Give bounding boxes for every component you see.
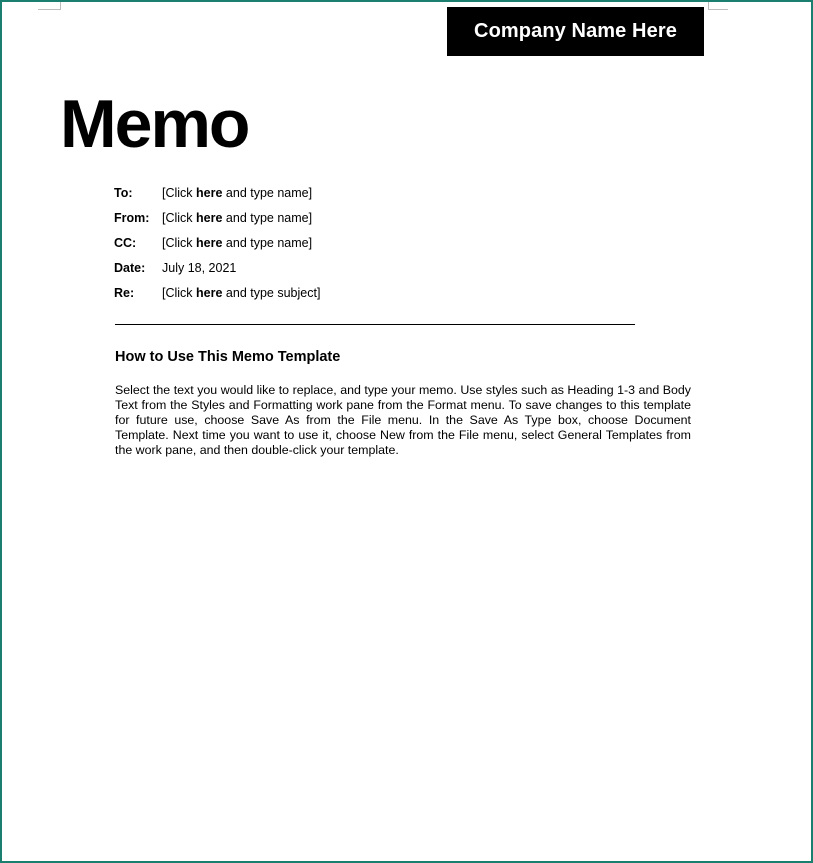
header-divider	[115, 324, 635, 325]
company-name-box[interactable]	[447, 7, 704, 56]
field-value[interactable]: [Click here and type name]	[162, 236, 313, 250]
field-label: CC:	[114, 236, 137, 250]
memo-title: Memo	[60, 86, 249, 162]
field-label: From:	[114, 211, 150, 225]
crop-mark	[38, 9, 60, 10]
field-label: Date:	[114, 261, 146, 275]
field-value[interactable]: July 18, 2021	[162, 261, 237, 275]
field-value[interactable]: [Click here and type name]	[162, 211, 313, 225]
field-label: Re:	[114, 286, 135, 300]
field-label: To:	[114, 186, 133, 200]
field-value[interactable]: [Click here and type subject]	[162, 286, 321, 300]
body-paragraph[interactable]: Select the text you would like to replace, and type your memo. Use styles such as Heading 1-3 and Body Text from the Styles and Formatting work pane from the Format menu. To save changes to this template for future use, choose Save As from the File menu. In the Save As Type box, choose Document Template. Next time you want to use it, choose New from the File menu, select General Templates from the work pane, and then double-click your template.	[115, 383, 691, 457]
crop-mark	[60, 2, 61, 10]
crop-mark	[708, 9, 728, 10]
company-name: Company Name Here	[474, 20, 677, 42]
field-value[interactable]: [Click here and type name]	[162, 186, 313, 200]
section-heading: How to Use This Memo Template	[115, 349, 341, 365]
crop-mark	[708, 2, 709, 10]
